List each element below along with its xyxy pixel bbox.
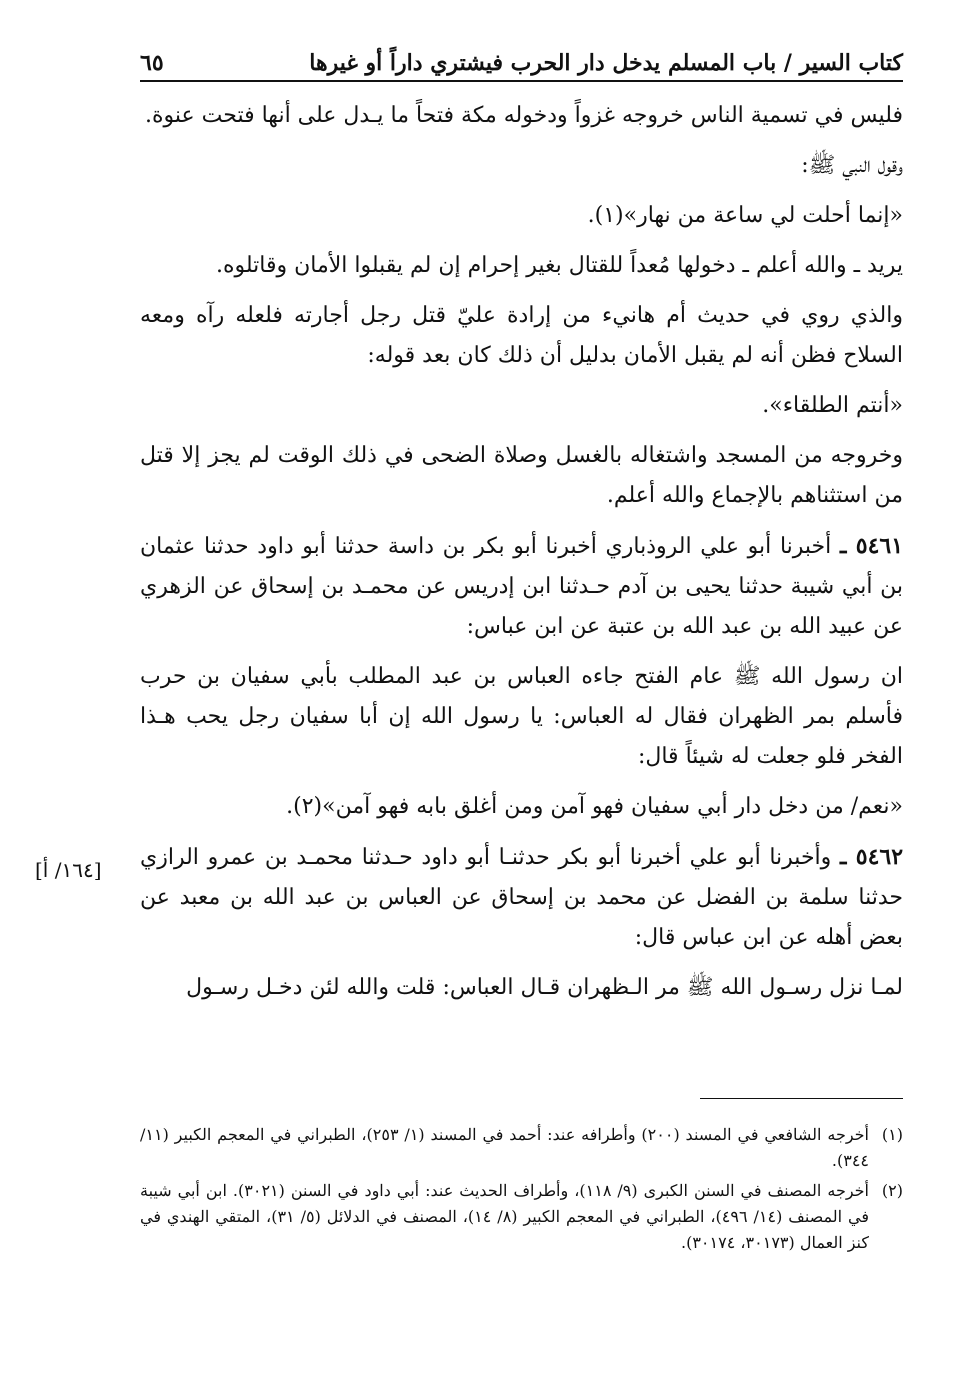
footnote-mark: (١) [881, 1125, 903, 1144]
running-title: كتاب السير / باب المسلم يدخل دار الحرب فيشتري داراً أو غيرها [309, 50, 903, 76]
hadith-number: ٥٤٦٢ ـ [839, 844, 904, 870]
header-rule [140, 80, 903, 82]
footnote-text: أخرجه المصنف في السنن الكبرى (٩/ ١١٨)، وأطراف الحديث عند: أبي داود في السنن (٣٠٢١). ابن أبي شيبة في المصنف (١٤/ ٤٩٦)، الطبراني في المعجم الكبير (٨/ ١٤)، المصنف في الدلائل (٥/ ٣١)، المتقي الهندي في كنز العمال (٣٠١٧٣، ٣٠١٧٤). [140, 1181, 870, 1252]
paragraph: وخروجه من المسجد واشتغاله بالغسل وصلاة الضحى في ذلك الوقت لم يجز إلا قتل من استثناهم بالإجماع والله أعلم. [140, 443, 903, 508]
footnotes [140, 1122, 903, 1260]
page-header [140, 32, 903, 76]
footnote [140, 1178, 903, 1256]
paragraph: «إنما أحلت لي ساعة من نهار»(١). [587, 203, 903, 228]
paragraph: وقول النبي ﷺ: [801, 153, 903, 178]
main-text [140, 96, 903, 1018]
paragraph: «نعم/ من دخل دار أبي سفيان فهو آمن ومن أغلق بابه فهو آمن»(٢). [286, 794, 903, 819]
footnote-rule [700, 1098, 903, 1099]
hadith-paragraph [140, 837, 903, 958]
footnote-mark: (٢) [881, 1181, 903, 1200]
margin-reference: [١٦٤/ أ] [35, 858, 102, 882]
paragraph: لمـا نزل رسـول الله ﷺ مر الـظهران قـال العباس: قلت والله لئن دخـل رسـول [186, 975, 903, 1000]
hadith-number: ٥٤٦١ ـ [839, 533, 904, 559]
paragraph: ان رسول الله ﷺ عام الفتح جاءه العباس بن عبد المطلب بأبي سفيان بن حرب فأسلم بمر الظهران فقال له العباس: يا رسول الله إن أبا سفيان رجل يحب هـذا الفخر فلو جعلت له شيئاً قال: [140, 664, 903, 769]
hadith-paragraph [140, 526, 903, 647]
paragraph: فليس في تسمية الناس خروجه غزواً ودخوله مكة فتحاً ما يـدل على أنها فتحت عنوة. [145, 103, 903, 128]
footnote-text: أخرجه الشافعي في المسند (٢٠٠) وأطرافه عند: أحمد في المسند (١/ ٢٥٣)، الطبراني في المعجم الكبير (١١/ ٣٤٤). [140, 1125, 869, 1170]
hadith-text: أخبرنا أبو علي الروذباري أخبرنا أبو بكر بن داسة حدثنا أبو داود حدثنا عثمان بن أبي شيبة حدثنا يحيى بن آدم حـدثنا ابن إدريس عن محمـد بن إسحاق عن الزهري عن عبيد الله بن عبد الله بن عتبة عن ابن عباس: [140, 534, 903, 639]
paragraph: «أنتم الطلقاء». [762, 393, 903, 418]
page-number: ٦٥ [140, 50, 164, 76]
hadith-text: وأخبرنا أبو علي أخبرنا أبو بكر حدثنـا أبو داود حـدثنا محمـد بن عمرو الرازي حدثنا سلمة بن الفضل عن محمد بن إسحاق عن العباس بن عبد الله بن معبد عن بعض أهله عن ابن عباس قال: [140, 845, 903, 950]
paragraph: يريد ـ والله أعلم ـ دخولها مُعداً للقتال بغير إحرام إن لم يقبلوا الأمان وقاتلوه. [215, 253, 903, 278]
paragraph: والذي روي في حديث أم هانيء من إرادة عليّ قتل رجل أجارته فلعله رآه ومعه السلاح فظن أنه لم يقبل الأمان بدليل أن ذلك كان بعد قوله: [140, 303, 903, 368]
footnote [140, 1122, 903, 1174]
